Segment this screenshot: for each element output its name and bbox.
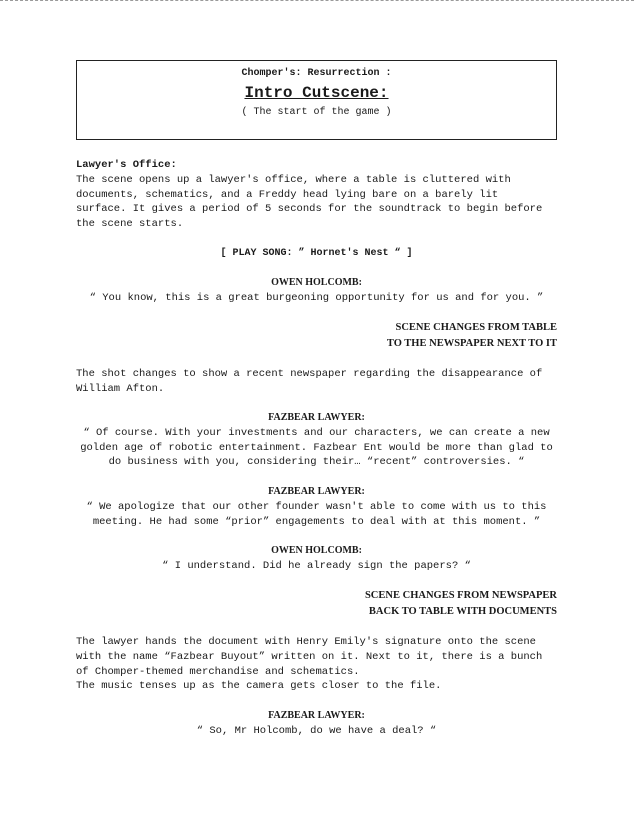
lawyer-office-section — [76, 158, 557, 232]
action-line: The shot changes to show a recent newspaper regarding the disappearance of — [76, 368, 543, 380]
dialogue-line: “ So, Mr Holcomb, do we have a deal? “ — [196, 724, 437, 737]
series-title: Chomper's: Resurrection : — [241, 68, 392, 79]
document-action — [76, 635, 557, 694]
title-block — [76, 60, 557, 140]
transition-line: BACK TO TABLE WITH DOCUMENTS — [368, 606, 557, 617]
newspaper-action — [76, 367, 557, 397]
dialogue-block — [76, 544, 557, 574]
transition-line: SCENE CHANGES FROM NEWSPAPER — [364, 590, 557, 601]
action-line: the scene starts. — [76, 218, 184, 231]
action-line: The lawyer hands the document with Henry Emily's signature onto the scene — [76, 636, 536, 648]
play-song-cue: [ PLAY SONG: ” Hornet's Nest “ ] — [220, 248, 413, 259]
script-page — [76, 60, 557, 737]
dialogue-line: “ We apologize that our other founder wasn't able to come with us to this — [86, 500, 547, 513]
dialogue-line: do business with you, considering their… “recent” controversies. “ — [108, 456, 525, 469]
dialogue-block — [76, 709, 557, 739]
action-line: The music tenses up as the camera gets closer to the file. — [76, 680, 442, 693]
transition-line: SCENE CHANGES FROM TABLE — [395, 322, 557, 333]
action-line: of Chomper-themed merchandise and schematics. — [76, 665, 360, 678]
cutscene-title: Intro Cutscene: — [244, 84, 389, 102]
scene-change-block — [76, 588, 557, 620]
dialogue-line: meeting. He had some “prior” engagements to deal with at this moment. ” — [92, 515, 541, 528]
dialogue-block — [76, 411, 557, 470]
dialogue-line: golden age of robotic entertainment. Fazbear Ent would be more than glad to — [80, 441, 553, 454]
character-name: FAZBEAR LAWYER: — [268, 486, 365, 497]
dialogue-block — [76, 276, 557, 306]
action-line: William Afton. — [76, 382, 165, 395]
dialogue-line: “ Of course. With your investments and our characters, we can create a new — [83, 426, 550, 439]
character-name: OWEN HOLCOMB: — [271, 545, 362, 556]
scene-change-block — [76, 320, 557, 352]
scene-heading: Lawyer's Office: — [76, 159, 177, 171]
dialogue-line: “ You know, this is a great burgeoning opportunity for us and for you. ” — [89, 291, 544, 304]
action-line: with the name “Fazbear Buyout” written on it. Next to it, there is a bunch — [76, 650, 543, 663]
transition-line: TO THE NEWSPAPER NEXT TO IT — [386, 338, 557, 349]
dialogue-line: “ I understand. Did he already sign the papers? “ — [162, 559, 471, 572]
action-line: surface. It gives a period of 5 seconds for the soundtrack to begin before — [76, 203, 543, 216]
action-line: documents, schematics, and a Freddy head lying bare on a barely lit — [76, 188, 499, 201]
action-line: The scene opens up a lawyer's office, where a table is cluttered with — [76, 173, 511, 186]
character-name: FAZBEAR LAWYER: — [268, 412, 365, 423]
page-top-border — [0, 0, 634, 3]
dialogue-block — [76, 485, 557, 529]
cutscene-subtitle: ( The start of the game ) — [241, 107, 392, 118]
character-name: OWEN HOLCOMB: — [271, 277, 362, 288]
character-name: FAZBEAR LAWYER: — [268, 710, 365, 721]
